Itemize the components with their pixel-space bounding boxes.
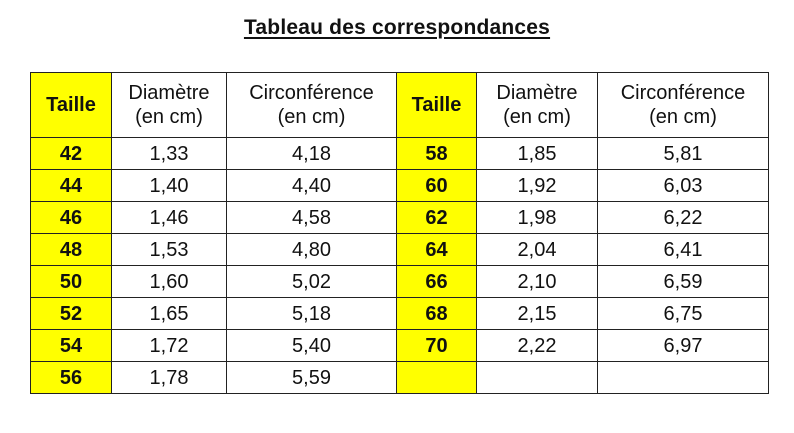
size-cell: 68	[397, 298, 477, 330]
diameter-cell: 1,98	[477, 202, 598, 234]
page-title: Tableau des correspondances	[243, 16, 551, 39]
size-cell: 52	[31, 298, 112, 330]
table-row	[31, 362, 769, 394]
size-cell: 66	[397, 266, 477, 298]
header-size-right	[397, 73, 477, 138]
diameter-cell-empty	[477, 362, 598, 394]
circumference-cell: 4,58	[227, 202, 397, 234]
header-circumference-unit: (en cm)	[649, 106, 717, 128]
circumference-cell: 4,18	[227, 138, 397, 170]
table-row	[31, 298, 769, 330]
circumference-cell: 5,40	[227, 330, 397, 362]
size-cell: 42	[31, 138, 112, 170]
circumference-cell: 6,03	[598, 170, 769, 202]
header-circumference-left	[227, 73, 397, 138]
diameter-cell: 1,72	[112, 330, 227, 362]
circumference-cell: 5,18	[227, 298, 397, 330]
table-row	[31, 202, 769, 234]
table-row	[31, 266, 769, 298]
size-cell: 54	[31, 330, 112, 362]
size-cell: 44	[31, 170, 112, 202]
size-cell: 60	[397, 170, 477, 202]
circumference-cell: 5,81	[598, 138, 769, 170]
table-row	[31, 138, 769, 170]
header-size-left	[31, 73, 112, 138]
diameter-cell: 1,46	[112, 202, 227, 234]
circumference-cell: 4,40	[227, 170, 397, 202]
circumference-cell: 6,97	[598, 330, 769, 362]
header-diameter-label: Diamètre	[128, 82, 210, 104]
diameter-cell: 1,40	[112, 170, 227, 202]
table-row	[31, 170, 769, 202]
size-cell: 58	[397, 138, 477, 170]
header-diameter-label: Diamètre	[496, 82, 578, 104]
diameter-cell: 1,53	[112, 234, 227, 266]
circumference-cell: 5,59	[227, 362, 397, 394]
diameter-cell: 1,33	[112, 138, 227, 170]
header-diameter-left	[112, 73, 227, 138]
circumference-cell: 6,59	[598, 266, 769, 298]
diameter-cell: 2,22	[477, 330, 598, 362]
circumference-cell: 6,75	[598, 298, 769, 330]
header-diameter-unit: (en cm)	[503, 106, 571, 128]
circumference-cell: 5,02	[227, 266, 397, 298]
circumference-cell: 4,80	[227, 234, 397, 266]
header-circumference-label: Circonférence	[249, 82, 374, 104]
size-cell: 56	[31, 362, 112, 394]
header-diameter-unit: (en cm)	[135, 106, 203, 128]
size-cell: 46	[31, 202, 112, 234]
diameter-cell: 2,10	[477, 266, 598, 298]
table-row	[31, 330, 769, 362]
correspondence-table	[30, 72, 769, 394]
size-cell-empty	[397, 362, 477, 394]
size-cell: 48	[31, 234, 112, 266]
diameter-cell: 1,60	[112, 266, 227, 298]
diameter-cell: 2,04	[477, 234, 598, 266]
header-size-label: Taille	[411, 94, 462, 116]
diameter-cell: 1,78	[112, 362, 227, 394]
circumference-cell: 6,22	[598, 202, 769, 234]
circumference-cell: 6,41	[598, 234, 769, 266]
header-circumference-unit: (en cm)	[277, 106, 346, 128]
header-size-label: Taille	[46, 94, 96, 116]
size-cell: 50	[31, 266, 112, 298]
header-circumference-label: Circonférence	[620, 82, 746, 104]
size-cell: 62	[397, 202, 477, 234]
diameter-cell: 1,92	[477, 170, 598, 202]
header-circumference-right	[598, 73, 769, 138]
header-row	[31, 73, 769, 138]
table-row	[31, 234, 769, 266]
circumference-cell-empty	[598, 362, 769, 394]
diameter-cell: 1,85	[477, 138, 598, 170]
size-cell: 64	[397, 234, 477, 266]
diameter-cell: 1,65	[112, 298, 227, 330]
size-cell: 70	[397, 330, 477, 362]
header-diameter-right	[477, 73, 598, 138]
diameter-cell: 2,15	[477, 298, 598, 330]
